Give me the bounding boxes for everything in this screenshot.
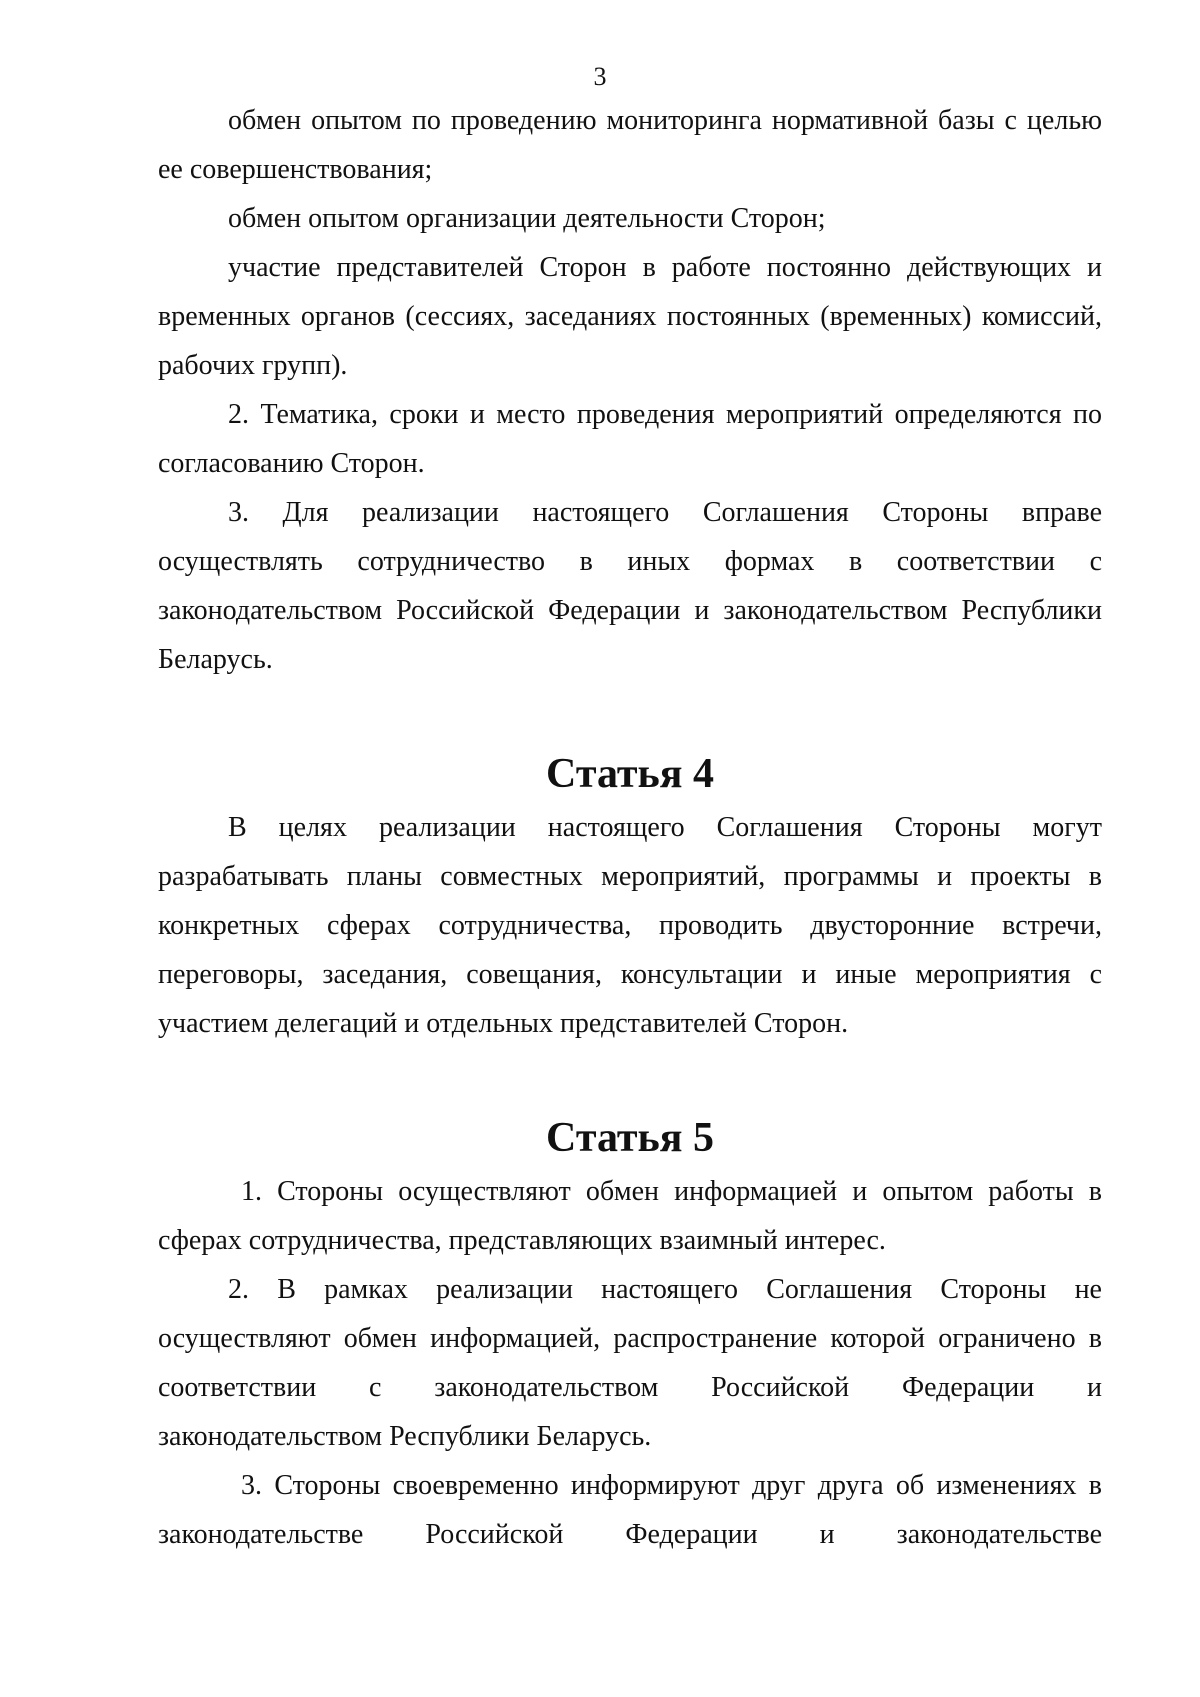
- paragraph-participation: участие представителей Сторон в работе постоянно действующих и временных органов (сессиях, заседаниях постоянных (временных) комиссий, рабочих групп).: [158, 252, 1102, 381]
- article-4-paragraph: В целях реализации настоящего Соглашения Стороны могут разрабатывать планы совместных мероприятий, программы и проекты в конкретных сферах сотрудничества, проводить двусторонние встречи, переговоры, заседания, совещания, консультации и иные мероприятия с участием делегаций и отдельных представителей Сторон.: [158, 812, 1102, 1039]
- article-5-paragraph-1: 1. Стороны осуществляют обмен информацией и опытом работы в сферах сотрудничества, представляющих взаимный интерес.: [158, 1176, 1102, 1256]
- paragraph-item-3: 3. Для реализации настоящего Соглашения Стороны вправе осуществлять сотрудничество в иных формах в соответствии с законодательством Российской Федерации и законодательством Республики Беларусь.: [158, 497, 1102, 675]
- page-number: 3: [593, 62, 607, 91]
- paragraph-organization-exchange: обмен опытом организации деятельности Сторон;: [228, 203, 826, 234]
- paragraph-item-2: 2. Тематика, сроки и место проведения мероприятий определяются по согласованию Сторон.: [158, 399, 1102, 479]
- article-5-paragraph-2: 2. В рамках реализации настоящего Соглашения Стороны не осуществляют обмен информацией, распространение которой ограничено в соответствии с законодательством Российской Федерации и законодательством Республики Беларусь.: [158, 1274, 1102, 1452]
- article-5-heading: Статья 5: [546, 1115, 714, 1161]
- article-5-paragraph-3: 3. Стороны своевременно информируют друг друга об изменениях в законодательстве Российской Федерации и законодательстве: [158, 1470, 1102, 1550]
- document-body: [158, 96, 1102, 1559]
- article-4-heading: Статья 4: [546, 751, 714, 797]
- paragraph-monitoring-exchange: обмен опытом по проведению мониторинга нормативной базы с целью ее совершенствования;: [158, 105, 1102, 185]
